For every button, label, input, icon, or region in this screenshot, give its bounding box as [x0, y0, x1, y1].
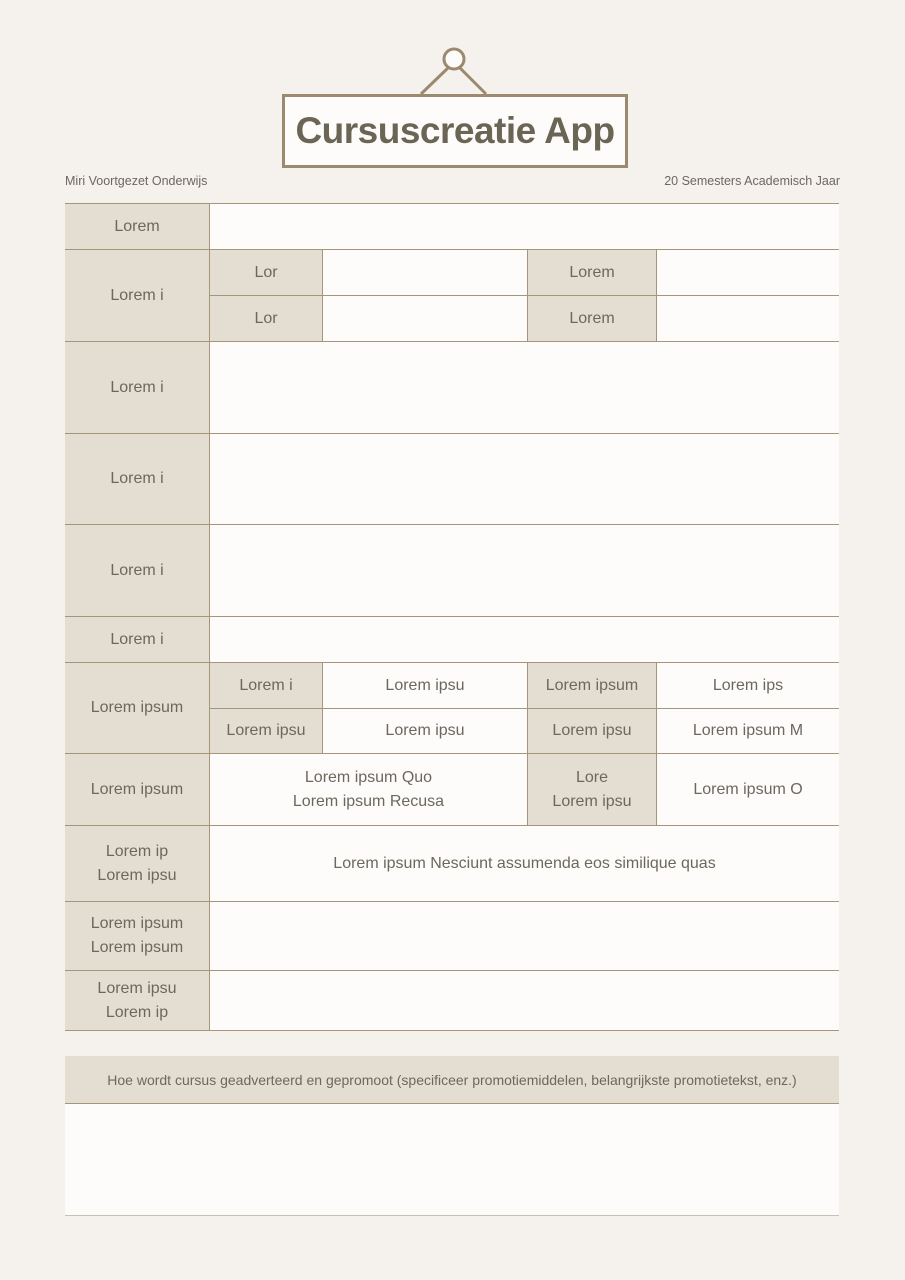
row2-sub-label-2: Lor: [210, 296, 323, 342]
row7-sub-label-b3: Lorem ipsu: [528, 709, 657, 754]
row11-label: [65, 971, 210, 1031]
row2-label: Lorem i: [65, 250, 210, 342]
hanger-graphic: [0, 0, 905, 100]
row7-value-b2[interactable]: Lorem ipsu: [323, 709, 528, 754]
row7-value-a4[interactable]: Lorem ips: [657, 663, 839, 709]
row7-sub-label-a3: Lorem ipsum: [528, 663, 657, 709]
row2-sub-field-2[interactable]: [323, 296, 528, 342]
row10-label-line-2: Lorem ipsum: [90, 939, 184, 956]
row9-label-line-1: Lorem ip: [105, 842, 169, 860]
header-school: Miri Voortgezet Onderwijs: [65, 174, 208, 188]
row2-sub-label-1: Lor: [210, 250, 323, 296]
row2-sub-field-1[interactable]: [323, 250, 528, 296]
row10-label-line-1: Lorem ipsum: [90, 915, 184, 932]
row7-label: Lorem ipsum: [65, 663, 210, 754]
row1-label: Lorem: [65, 204, 210, 250]
row8-value-right[interactable]: Lorem ipsum O: [657, 754, 839, 826]
row6-value-field[interactable]: [210, 617, 839, 663]
row6-label: Lorem i: [65, 617, 210, 663]
row2-sub-field-4[interactable]: [657, 296, 839, 342]
row10-value-field[interactable]: [210, 902, 839, 971]
row2-sub-label-3: Lorem: [528, 250, 657, 296]
row7-sub-label-b1: Lorem ipsu: [210, 709, 323, 754]
row7-value-a2[interactable]: Lorem ipsu: [323, 663, 528, 709]
row8-value-line-2: Lorem ipsum Recusa: [292, 792, 445, 810]
promotion-text-field[interactable]: [65, 1104, 839, 1216]
row8-value-line-1: Lorem ipsum Quo: [304, 768, 433, 786]
course-form-table: [65, 203, 839, 1031]
row8-label: Lorem ipsum: [65, 754, 210, 826]
row7-value-b4[interactable]: Lorem ipsum M: [657, 709, 839, 754]
row3-value-field[interactable]: [210, 342, 839, 434]
row11-label-line-2: Lorem ip: [105, 1003, 169, 1021]
title-box: [282, 94, 628, 168]
row9-value-field[interactable]: Lorem ipsum Nesciunt assumenda eos similique quas: [210, 826, 839, 902]
row2-sub-field-3[interactable]: [657, 250, 839, 296]
row9-label-line-2: Lorem ipsu: [97, 866, 177, 884]
row2-sub-label-4: Lorem: [528, 296, 657, 342]
row3-label: Lorem i: [65, 342, 210, 434]
row5-label: Lorem i: [65, 525, 210, 617]
header-term: 20 Semesters Academisch Jaar: [664, 174, 840, 188]
row4-label: Lorem i: [65, 434, 210, 525]
row8-sub-label-line-1: Lore: [575, 768, 609, 786]
promotion-heading: Hoe wordt cursus geadverteerd en gepromoot (specificeer promotiemiddelen, belangrijkste promotietekst, enz.): [65, 1056, 839, 1104]
row4-value-field[interactable]: [210, 434, 839, 525]
row8-sub-label-line-2: Lorem ipsu: [552, 792, 632, 810]
row5-value-field[interactable]: [210, 525, 839, 617]
row7-sub-label-a1: Lorem i: [210, 663, 323, 709]
row9-label: [65, 826, 210, 902]
row10-label: [65, 902, 210, 971]
row8-sub-label: [528, 754, 657, 826]
row8-value-field[interactable]: [210, 754, 528, 826]
row11-value-field[interactable]: [210, 971, 839, 1031]
row11-label-line-1: Lorem ipsu: [97, 979, 177, 997]
row1-value-field[interactable]: [210, 204, 839, 250]
page-title: Cursuscreatie App: [295, 110, 615, 151]
